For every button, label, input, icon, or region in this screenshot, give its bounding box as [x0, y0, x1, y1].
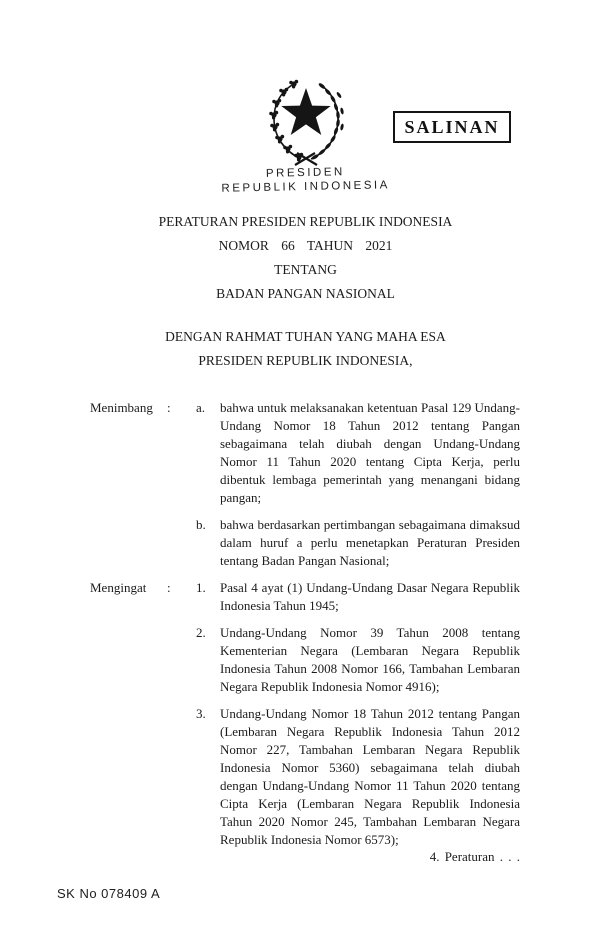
regulation-title: PERATURAN PRESIDEN REPUBLIK INDONESIA [158, 214, 453, 229]
menimbang-item-b [196, 516, 520, 570]
presidential-emblem [0, 74, 611, 166]
mengingat-item-3 [196, 705, 520, 849]
mengingat-colon: : [167, 580, 171, 595]
item-text: Undang-Undang Nomor 39 Tahun 2008 tentang Kementerian Negara (Lembaran Negara Republik Indonesia Tahun 2008 Nomor 166, Tambahan Lembaran Negara Republik Indonesia Nomor 4916); [220, 625, 520, 694]
tentang-label: TENTANG [274, 262, 337, 277]
document-body [90, 399, 520, 858]
item-marker: b. [196, 517, 206, 532]
item-text: bahwa berdasarkan pertimbangan sebagaimana dimaksud dalam huruf a perlu menetapkan Peraturan Presiden tentang Badan Pangan Nasional; [220, 517, 520, 568]
star-wreath-emblem-icon [254, 74, 358, 166]
menimbang-colon: : [167, 400, 171, 415]
authority-line: PRESIDEN REPUBLIK INDONESIA, [198, 353, 413, 368]
item-marker: a. [196, 400, 206, 415]
item-marker: 2. [196, 625, 206, 640]
menimbang-item-a [196, 399, 520, 507]
mengingat-item-1 [196, 579, 520, 615]
regulation-number: NOMOR 66 TAHUN 2021 [218, 238, 393, 253]
letterhead-line2: REPUBLIK INDONESIA [221, 179, 390, 195]
menimbang-label: Menimbang [90, 400, 153, 415]
invocation-line: DENGAN RAHMAT TUHAN YANG MAHA ESA [165, 329, 446, 344]
footer-code: SK No 078409 A [57, 886, 161, 901]
item-text: Undang-Undang Nomor 18 Tahun 2012 tentang Pangan (Lembaran Negara Republik Indonesia Tahun 2012 Nomor 227, Tambahan Lembaran Negara Republik Indonesia Nomor 5360) sebagaimana telah diubah dengan Undang-Undang Nomor 11 Tahun 2020 tentang Cipta Kerja (Lembaran Negara Republik Indonesia Tahun 2020 Nomor 245, Tambahan Lembaran Negara Republik Indonesia Nomor 6573); [220, 706, 520, 847]
letterhead-line1: PRESIDEN [265, 166, 345, 180]
salinan-stamp [393, 111, 511, 143]
item-text: bahwa untuk melaksanakan ketentuan Pasal 129 Undang-Undang Nomor 18 Tahun 2012 tentang Pangan sebagaimana telah diubah dengan Undang-Undang Nomor 11 Tahun 2020 tentang Cipta Kerja, perlu dibentuk lembaga pemerintah yang menangani bidang pangan; [220, 400, 520, 505]
menimbang-section [90, 399, 520, 579]
regulation-subject: BADAN PANGAN NASIONAL [216, 286, 395, 301]
mengingat-label: Mengingat [90, 580, 147, 595]
item-marker: 3. [196, 706, 206, 721]
salinan-stamp-label: SALINAN [404, 116, 500, 137]
title-block [0, 210, 611, 373]
item-marker: 1. [196, 580, 206, 595]
mengingat-item-2 [196, 624, 520, 696]
catchword: 4. Peraturan . . . [429, 849, 520, 864]
item-text: Pasal 4 ayat (1) Undang-Undang Dasar Negara Republik Indonesia Tahun 1945; [220, 580, 520, 613]
mengingat-section [90, 579, 520, 858]
